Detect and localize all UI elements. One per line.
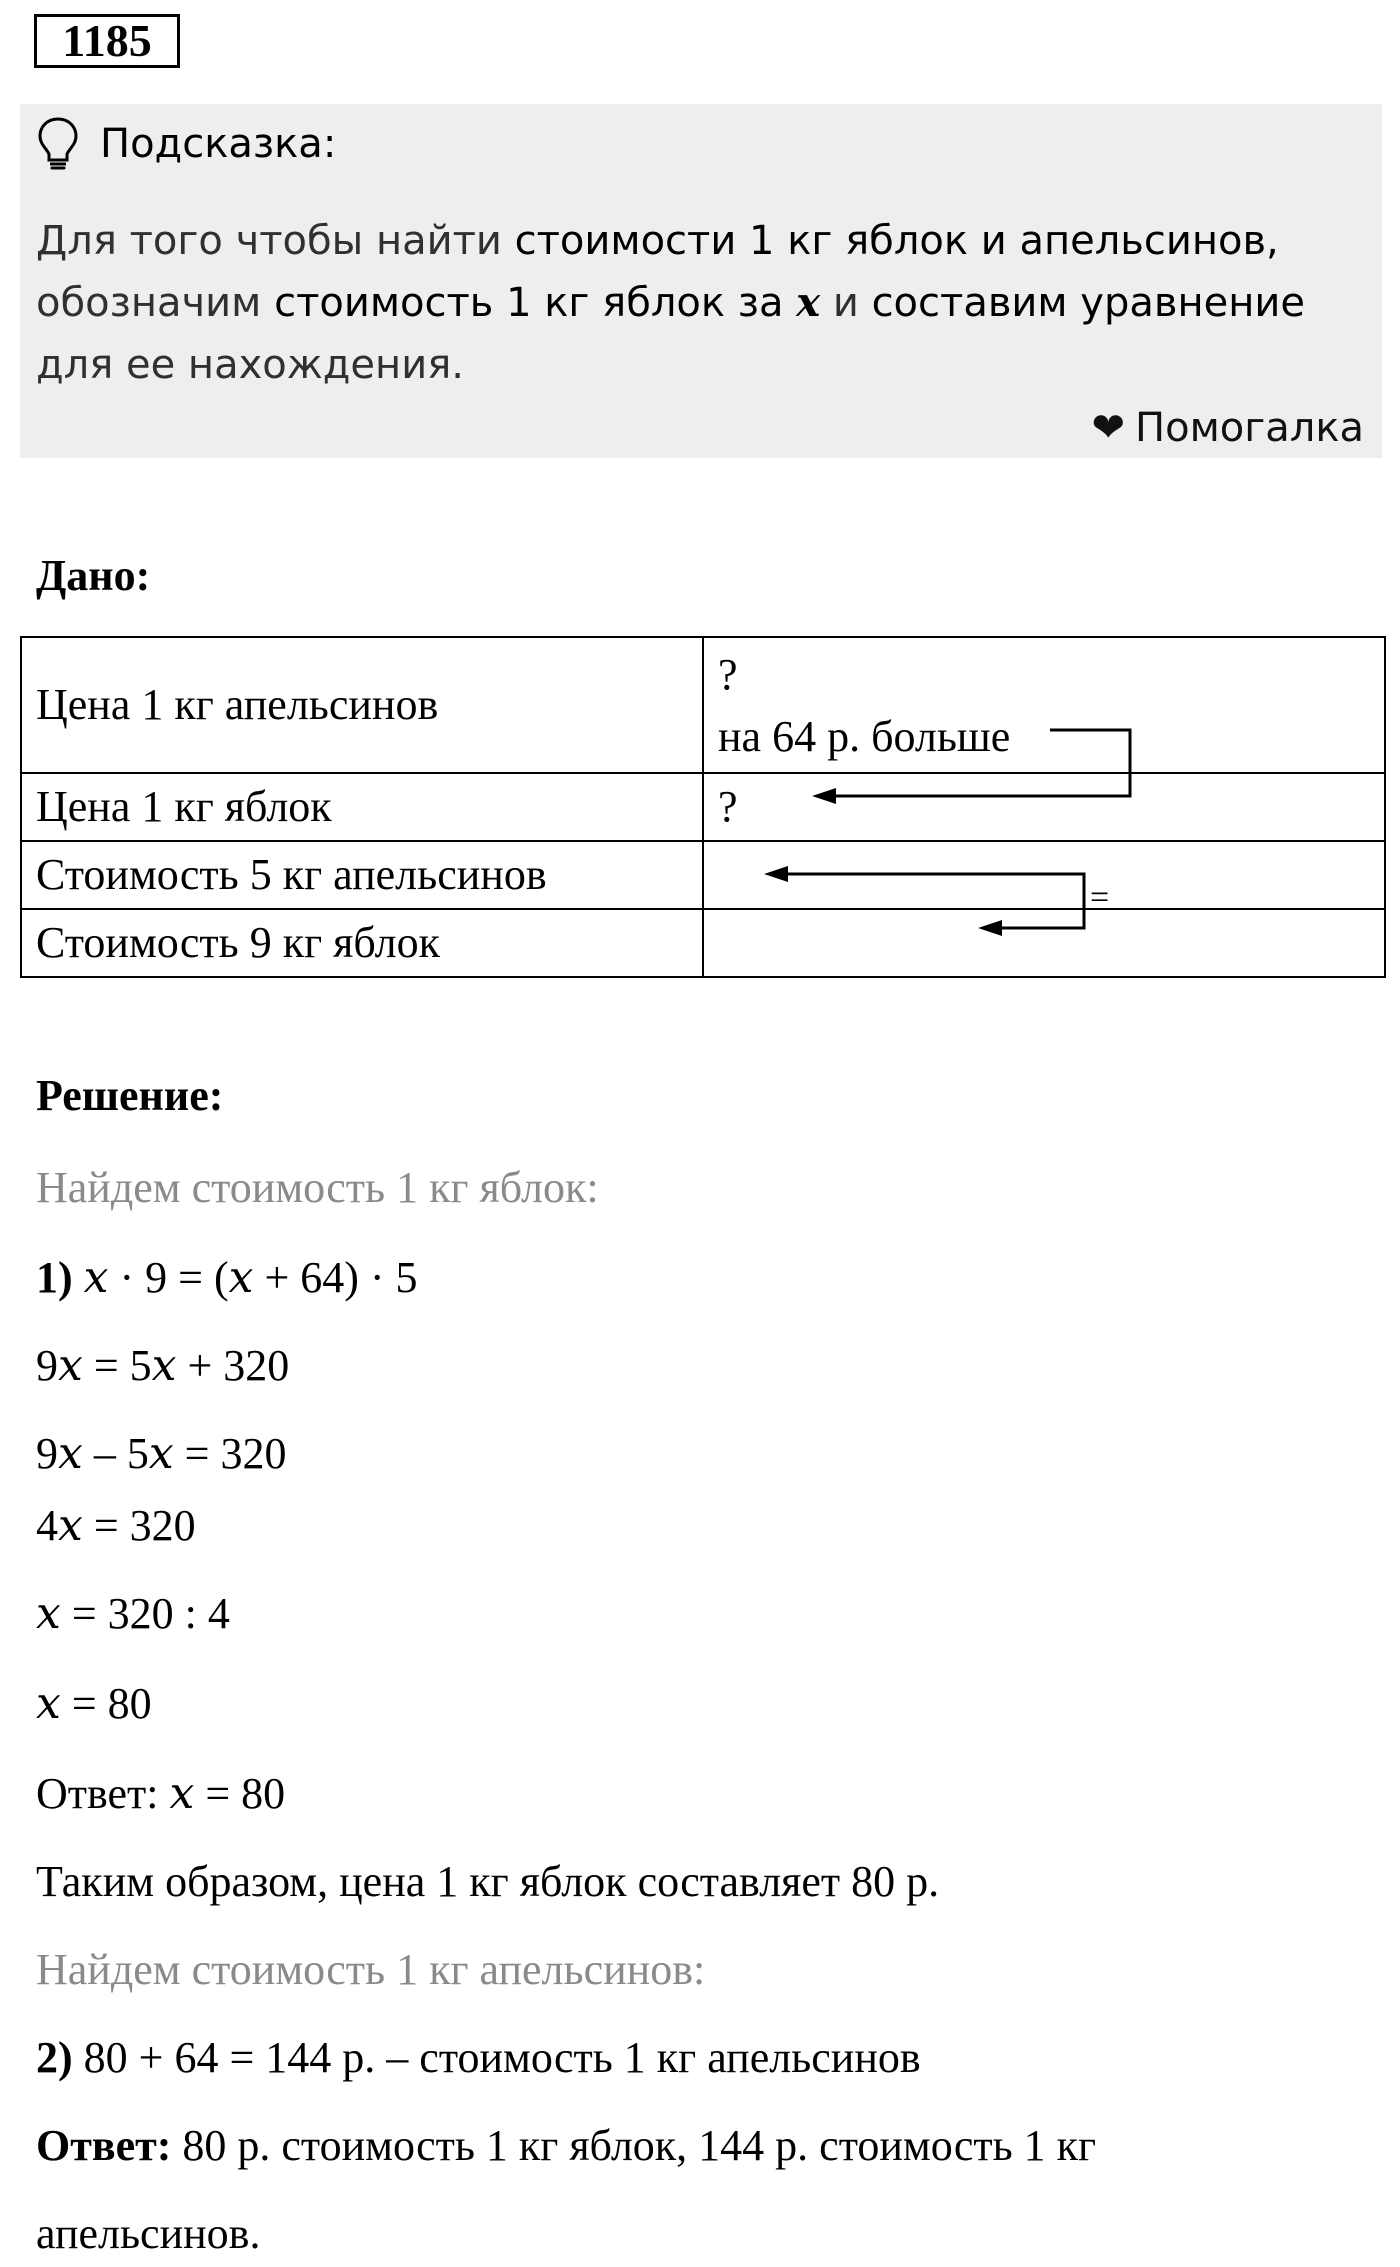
step2-heading: Найдем стоимость 1 кг апельсинов:: [36, 1945, 706, 1994]
hint-text: для ее нахождения.: [36, 342, 464, 388]
variable: x: [148, 1428, 174, 1479]
hint-line-2: [36, 272, 1305, 334]
answer-1: [36, 1764, 285, 1824]
hint-text: обозначим: [36, 280, 275, 326]
equation-5: [36, 1584, 230, 1644]
variable: x: [58, 1428, 83, 1479]
solution-label: Решение:: [36, 1071, 224, 1120]
expr: = 320: [173, 1429, 287, 1478]
expr: + 320: [176, 1341, 290, 1390]
hint-emphasis: стоимость 1 кг яблок за: [274, 280, 797, 326]
expr: – 5: [82, 1429, 149, 1478]
value-question: ?: [718, 650, 738, 699]
equation-4: [36, 1496, 196, 1556]
hint-title: Подсказка:: [100, 121, 337, 167]
table-row: [21, 637, 1385, 773]
step2-line: [36, 2028, 921, 2088]
task-number: 1185: [34, 14, 180, 68]
table-cell-label: Цена 1 кг яблок: [21, 773, 703, 841]
variable: x: [83, 1252, 109, 1303]
hint-text: Для того чтобы найти: [36, 218, 515, 264]
hint-variable: x: [796, 279, 821, 326]
expr: 9: [36, 1429, 58, 1478]
step-number: 2): [36, 2033, 73, 2082]
table-cell-label: Цена 1 кг апельсинов: [21, 637, 703, 773]
value-relation: на 64 р. больше: [718, 712, 1011, 761]
variable: x: [228, 1252, 254, 1303]
table-row: [21, 909, 1385, 977]
expr: = 320 : 4: [60, 1589, 230, 1638]
expr: = 80: [60, 1679, 152, 1728]
lightbulb-icon: [36, 116, 80, 172]
expr: + 64) · 5: [253, 1253, 418, 1302]
table-cell-value: [703, 909, 1385, 977]
hint-emphasis: стоимости 1 кг яблок и апельсинов,: [514, 218, 1279, 264]
step-number: 1): [36, 1253, 73, 1302]
hint-emphasis: составим уравнение: [871, 280, 1305, 326]
variable: x: [36, 1678, 61, 1729]
hint-credit: [1092, 400, 1364, 456]
variable: x: [36, 1588, 61, 1639]
expr: 9: [36, 1341, 58, 1390]
table-row: [21, 841, 1385, 909]
expr: 4: [36, 1501, 58, 1550]
equation-3: [36, 1424, 286, 1484]
heart-icon: ❤: [1091, 405, 1126, 451]
credit-text: Помогалка: [1135, 405, 1364, 451]
answer-prefix: Ответ:: [36, 1769, 170, 1818]
equation-6: [36, 1674, 152, 1734]
step1-heading: Найдем стоимость 1 кг яблок:: [36, 1163, 599, 1212]
expr: 80 + 64 = 144 р. – стоимость 1 кг апельсинов: [72, 2033, 921, 2082]
given-label: Дано:: [36, 551, 151, 600]
final-answer-cont: апельсинов.: [36, 2209, 261, 2258]
expr: = 80: [194, 1769, 286, 1818]
variable: x: [58, 1340, 83, 1391]
hint-line-3: [36, 334, 464, 396]
hint-line-1: [36, 210, 1279, 272]
given-table: [20, 636, 1386, 978]
table-cell-value: ?: [703, 773, 1385, 841]
table-cell-label: Стоимость 9 кг яблок: [21, 909, 703, 977]
expr: · 9 = (: [108, 1253, 229, 1302]
final-answer-label: Ответ:: [36, 2121, 172, 2170]
final-answer-text: 80 р. стоимость 1 кг яблок, 144 р. стоимость 1 кг: [171, 2121, 1097, 2170]
hint-text: и: [820, 280, 872, 326]
final-answer: [36, 2116, 1096, 2176]
expr: = 5: [82, 1341, 152, 1390]
variable: x: [58, 1500, 83, 1551]
equals-sign: =: [1090, 879, 1110, 916]
table-cell-value: [703, 841, 1385, 909]
equation-2: [36, 1336, 289, 1396]
table-cell-label: Стоимость 5 кг апельсинов: [21, 841, 703, 909]
conclusion: Таким образом, цена 1 кг яблок составляет 80 р.: [36, 1857, 940, 1906]
expr: = 320: [82, 1501, 196, 1550]
table-cell-value: [703, 637, 1385, 773]
table-row: [21, 773, 1385, 841]
variable: x: [151, 1340, 177, 1391]
variable: x: [169, 1768, 195, 1819]
equation-1: [36, 1248, 418, 1308]
